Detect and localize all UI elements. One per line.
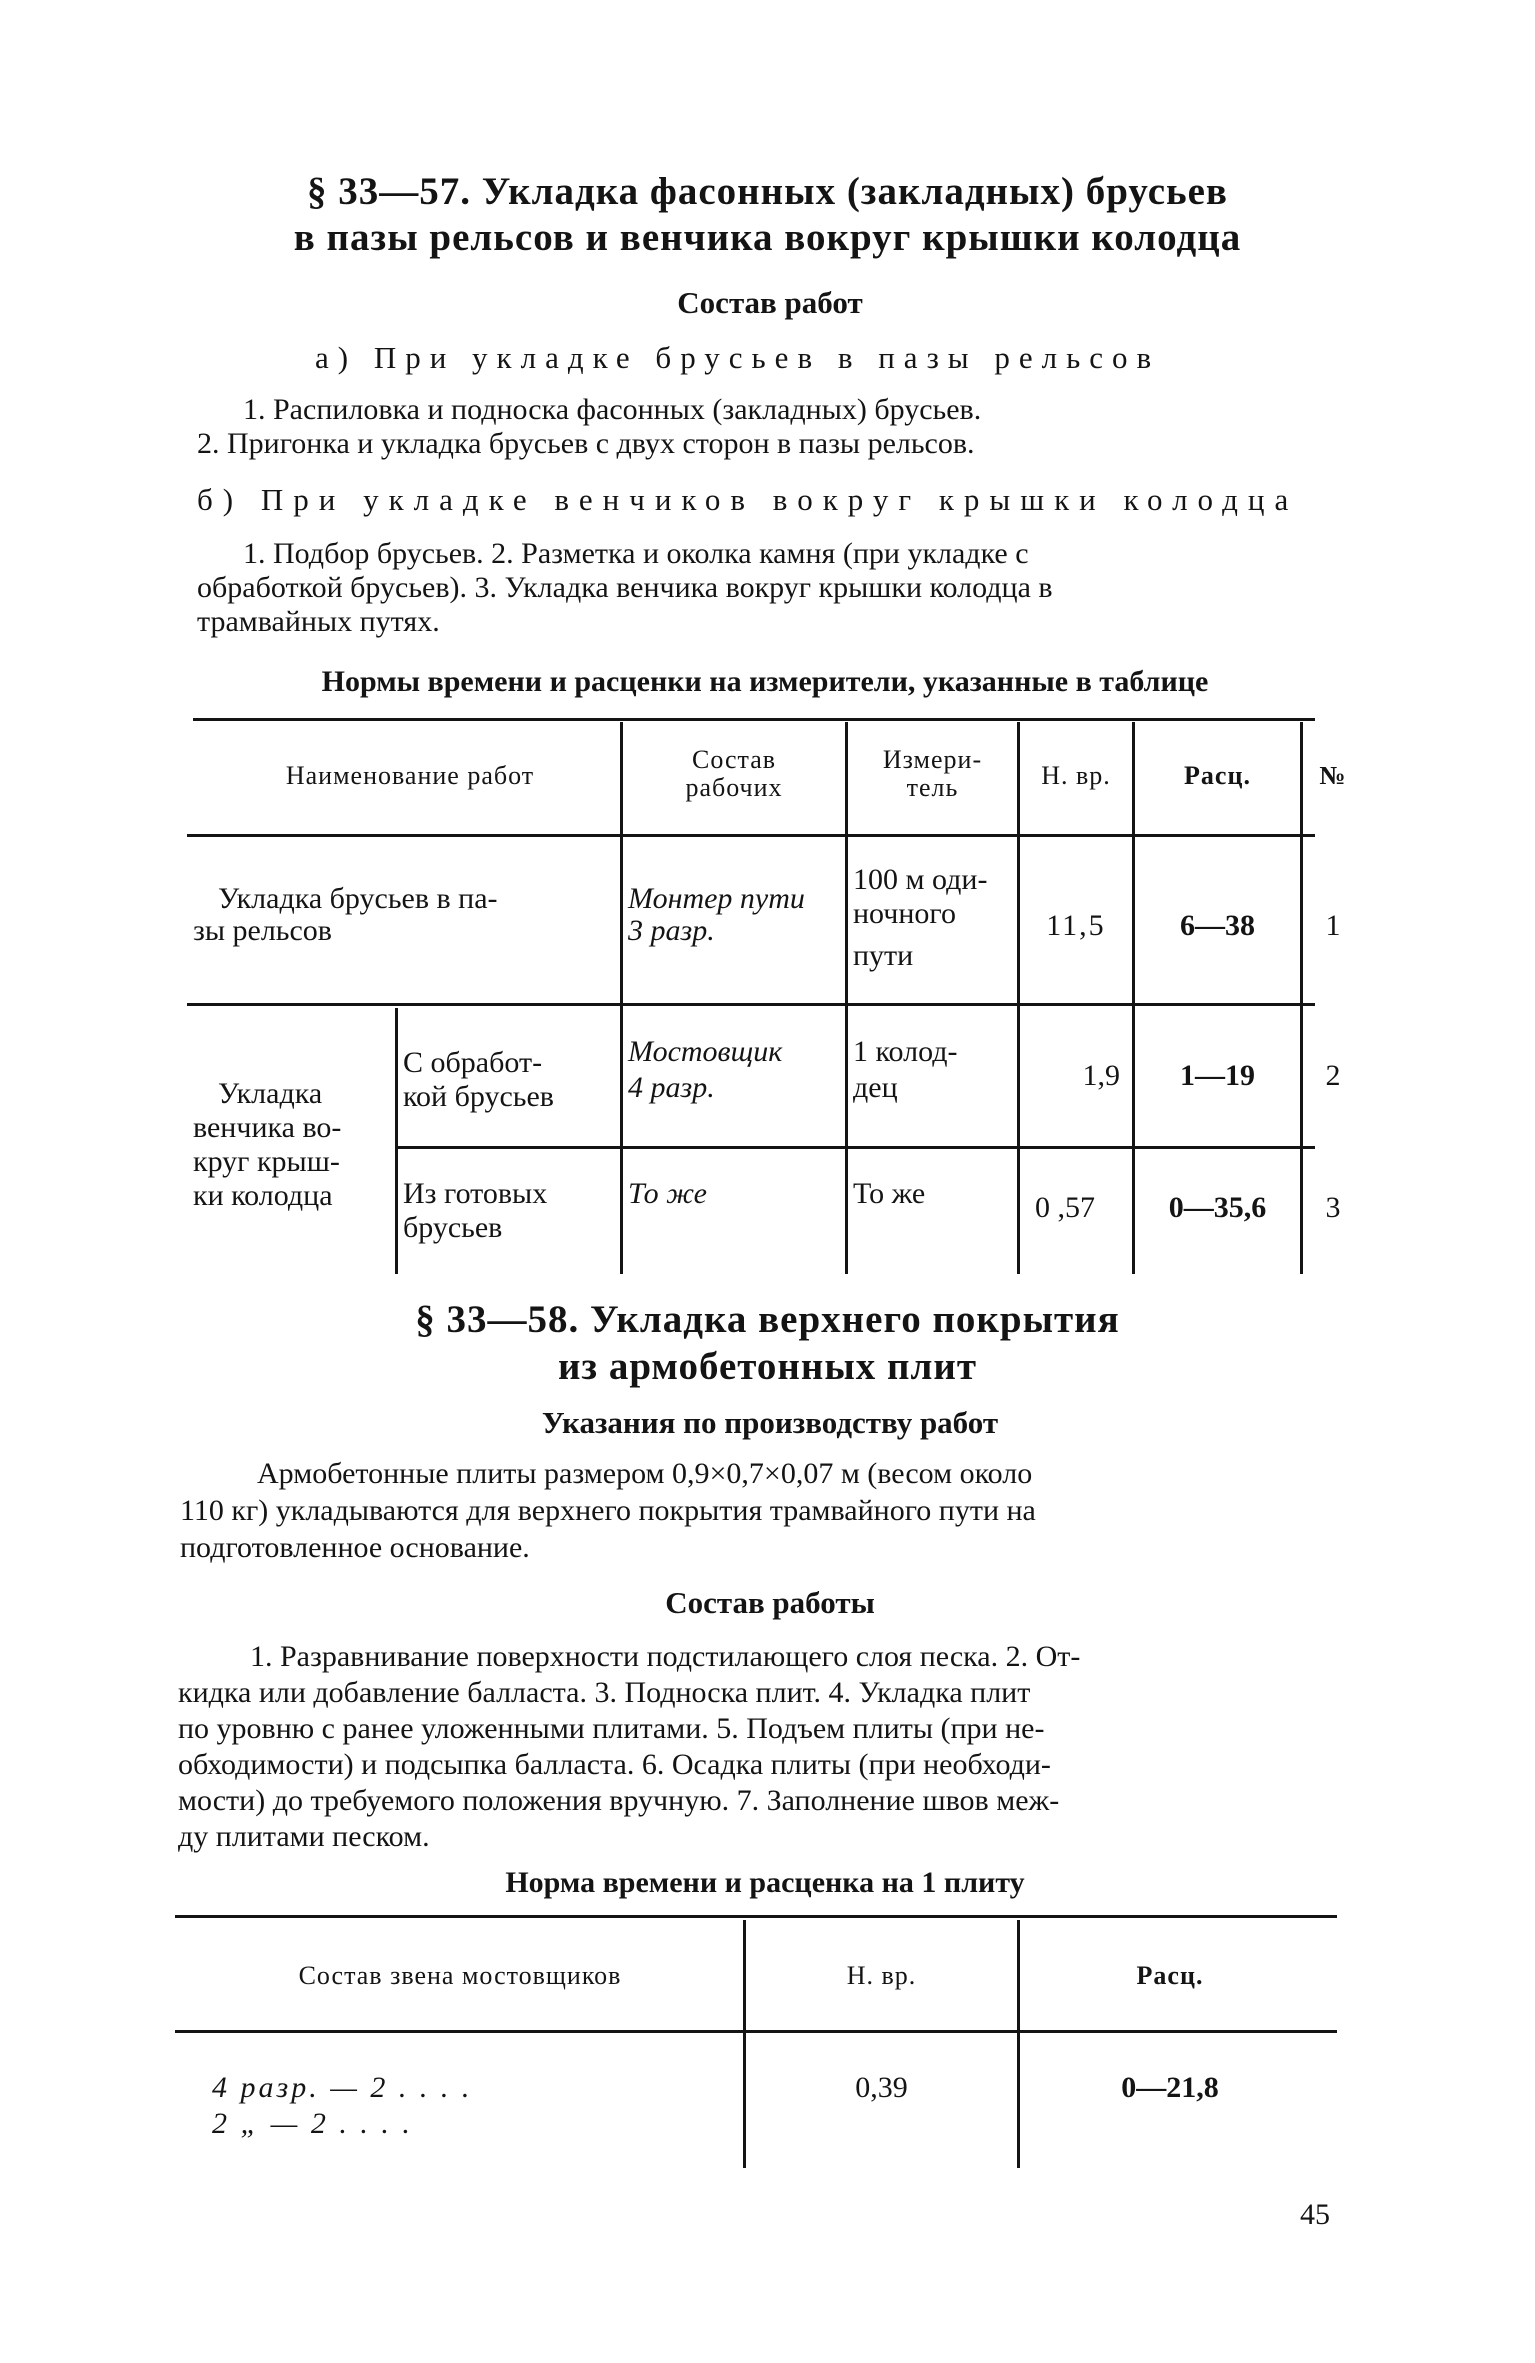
sub-a-item1: 1. Распиловка и подноска фасонных (закладных) брусьев. bbox=[243, 393, 982, 426]
row1-crew-l1: Монтер пути bbox=[628, 882, 805, 915]
row1-norm: 11,5 bbox=[1046, 909, 1106, 942]
comp-line2: кидка или добавление балласта. 3. Подноска плит. 4. Укладка плит bbox=[178, 1676, 1031, 1709]
row1-rate: 6—38 bbox=[1180, 909, 1255, 942]
table2-header-crew: Состав звена мостовщиков bbox=[298, 1961, 622, 1990]
instructions-heading: Указания по производству работ bbox=[541, 1405, 999, 1440]
row1-unit-l2: ночного bbox=[853, 897, 956, 930]
table1-header-name: Наименование работ bbox=[285, 761, 535, 790]
group-name-l1: Укладка bbox=[218, 1077, 323, 1110]
table2-header-norm: Н. вр. bbox=[846, 1961, 917, 1990]
work-composition-heading: Состав работы bbox=[665, 1585, 875, 1620]
table1-row2-rule bbox=[395, 1146, 1315, 1149]
row3-unit: То же bbox=[853, 1177, 926, 1210]
table2-header-rule bbox=[175, 2030, 1337, 2033]
comp-line1: 1. Разравнивание поверхности подстилающего слоя песка. 2. От- bbox=[250, 1640, 1081, 1673]
row3-sub-l1: Из готовых bbox=[403, 1177, 548, 1210]
group-name-l4: ки колодца bbox=[193, 1179, 333, 1212]
comp-line3: по уровню с ранее уложенными плитами. 5. Подъем плиты (при не- bbox=[178, 1712, 1045, 1745]
table1-header-num: № bbox=[1319, 761, 1347, 790]
row1-unit-l3: пути bbox=[853, 939, 914, 972]
comp-line4: обходимости) и подсыпка балласта. 6. Осадка плиты (при необходи- bbox=[178, 1748, 1051, 1781]
table1-header-unit-l2: тель bbox=[906, 773, 959, 802]
row3-rate: 0—35,6 bbox=[1168, 1191, 1267, 1224]
row2-crew-l2: 4 разр. bbox=[628, 1071, 715, 1104]
sub-b-line2: обработкой брусьев). 3. Укладка венчика вокруг крышки колодца в bbox=[197, 571, 1053, 604]
comp-line5: мости) до требуемого положения вручную. 7. Заполнение швов меж- bbox=[178, 1784, 1060, 1817]
row1-crew-l2: 3 разр. bbox=[628, 914, 715, 947]
group-name-l2: венчика во- bbox=[193, 1111, 342, 1144]
sub-a-heading: а) При укладке брусьев в пазы рельсов bbox=[315, 340, 1161, 375]
instr-line1: Армобетонные плиты размером 0,9×0,7×0,07 м (весом около bbox=[257, 1457, 1033, 1490]
table1-vline-1 bbox=[620, 722, 623, 1274]
group-name-l3: круг крыш- bbox=[193, 1145, 340, 1178]
row2-sub-l2: кой брусьев bbox=[403, 1080, 554, 1113]
table1-vline-sub bbox=[395, 1008, 398, 1274]
table2-crew-l1: 4 разр. — 2 . . . . bbox=[212, 2071, 473, 2104]
row3-sub-l2: брусьев bbox=[403, 1211, 503, 1244]
row1-name-l1: Укладка брусьев в па- bbox=[218, 882, 498, 915]
row3-norm: 0 ,57 bbox=[1035, 1191, 1095, 1224]
section-title-line2: в пазы рельсов и венчика вокруг крышки колодца bbox=[293, 216, 1242, 259]
row2-sub-l1: С обработ- bbox=[403, 1046, 543, 1079]
row2-num: 2 bbox=[1325, 1059, 1341, 1092]
table2-rate: 0—21,8 bbox=[1121, 2071, 1219, 2104]
table1-header-crew-l1: Состав bbox=[691, 745, 777, 774]
row3-crew: То же bbox=[628, 1177, 707, 1210]
row1-unit-l1: 100 м оди- bbox=[853, 863, 988, 896]
instr-line3: подготовленное основание. bbox=[180, 1531, 530, 1564]
table2-header-rate: Расц. bbox=[1136, 1961, 1204, 1990]
table1-caption: Нормы времени и расценки на измерители, указанные в таблице bbox=[321, 665, 1209, 698]
comp-line6: ду плитами песком. bbox=[178, 1820, 430, 1853]
table2-norm: 0,39 bbox=[855, 2071, 908, 2104]
table1-header-norm: Н. вр. bbox=[1041, 761, 1111, 790]
row2-unit-l1: 1 колод- bbox=[853, 1035, 958, 1068]
row2-crew-l1: Мостовщик bbox=[628, 1035, 783, 1068]
table2-vline-2 bbox=[1017, 1920, 1020, 2168]
row3-num: 3 bbox=[1325, 1191, 1341, 1224]
row2-unit-l2: дец bbox=[853, 1071, 898, 1104]
table2-crew-l2: 2 „ — 2 . . . . bbox=[212, 2107, 413, 2140]
table1-vline-3 bbox=[1017, 722, 1020, 1274]
sub-a-item2: 2. Пригонка и укладка брусьев с двух сторон в пазы рельсов. bbox=[197, 427, 975, 460]
table1-vline-2 bbox=[845, 722, 848, 1274]
table1-header-crew-l2: рабочих bbox=[685, 773, 783, 802]
row2-norm: 1,9 bbox=[1082, 1059, 1120, 1092]
row1-name-l2: зы рельсов bbox=[193, 914, 332, 947]
sub-b-heading: б) При укладке венчиков вокруг крышки колодца bbox=[197, 482, 1299, 517]
row1-num: 1 bbox=[1325, 909, 1341, 942]
page-number: 45 bbox=[1300, 2198, 1330, 2231]
table1-row1-rule bbox=[187, 1003, 1315, 1006]
section2-title-line1: § 33—58. Укладка верхнего покрытия bbox=[415, 1298, 1120, 1341]
section2-title-line2: из армобетонных плит bbox=[557, 1345, 978, 1388]
table1-top-rule bbox=[193, 718, 1315, 721]
table2-top-rule bbox=[175, 1915, 1337, 1918]
table2-caption: Норма времени и расценка на 1 плиту bbox=[505, 1866, 1025, 1899]
table1-header-rule bbox=[187, 834, 1315, 837]
table2-vline-1b bbox=[743, 2048, 746, 2168]
sub-b-line1: 1. Подбор брусьев. 2. Разметка и околка камня (при укладке с bbox=[243, 537, 1029, 570]
row2-rate: 1—19 bbox=[1180, 1059, 1255, 1092]
section-title-line1: § 33—57. Укладка фасонных (закладных) брусьев bbox=[307, 170, 1228, 213]
table1-header-rate: Расц. bbox=[1184, 761, 1251, 790]
instr-line2: 110 кг) укладываются для верхнего покрытия трамвайного пути на bbox=[180, 1494, 1036, 1527]
sub-b-line3: трамвайных путях. bbox=[197, 605, 440, 638]
table1-header-unit-l1: Измери- bbox=[882, 745, 983, 774]
composition-heading: Состав работ bbox=[677, 285, 863, 320]
